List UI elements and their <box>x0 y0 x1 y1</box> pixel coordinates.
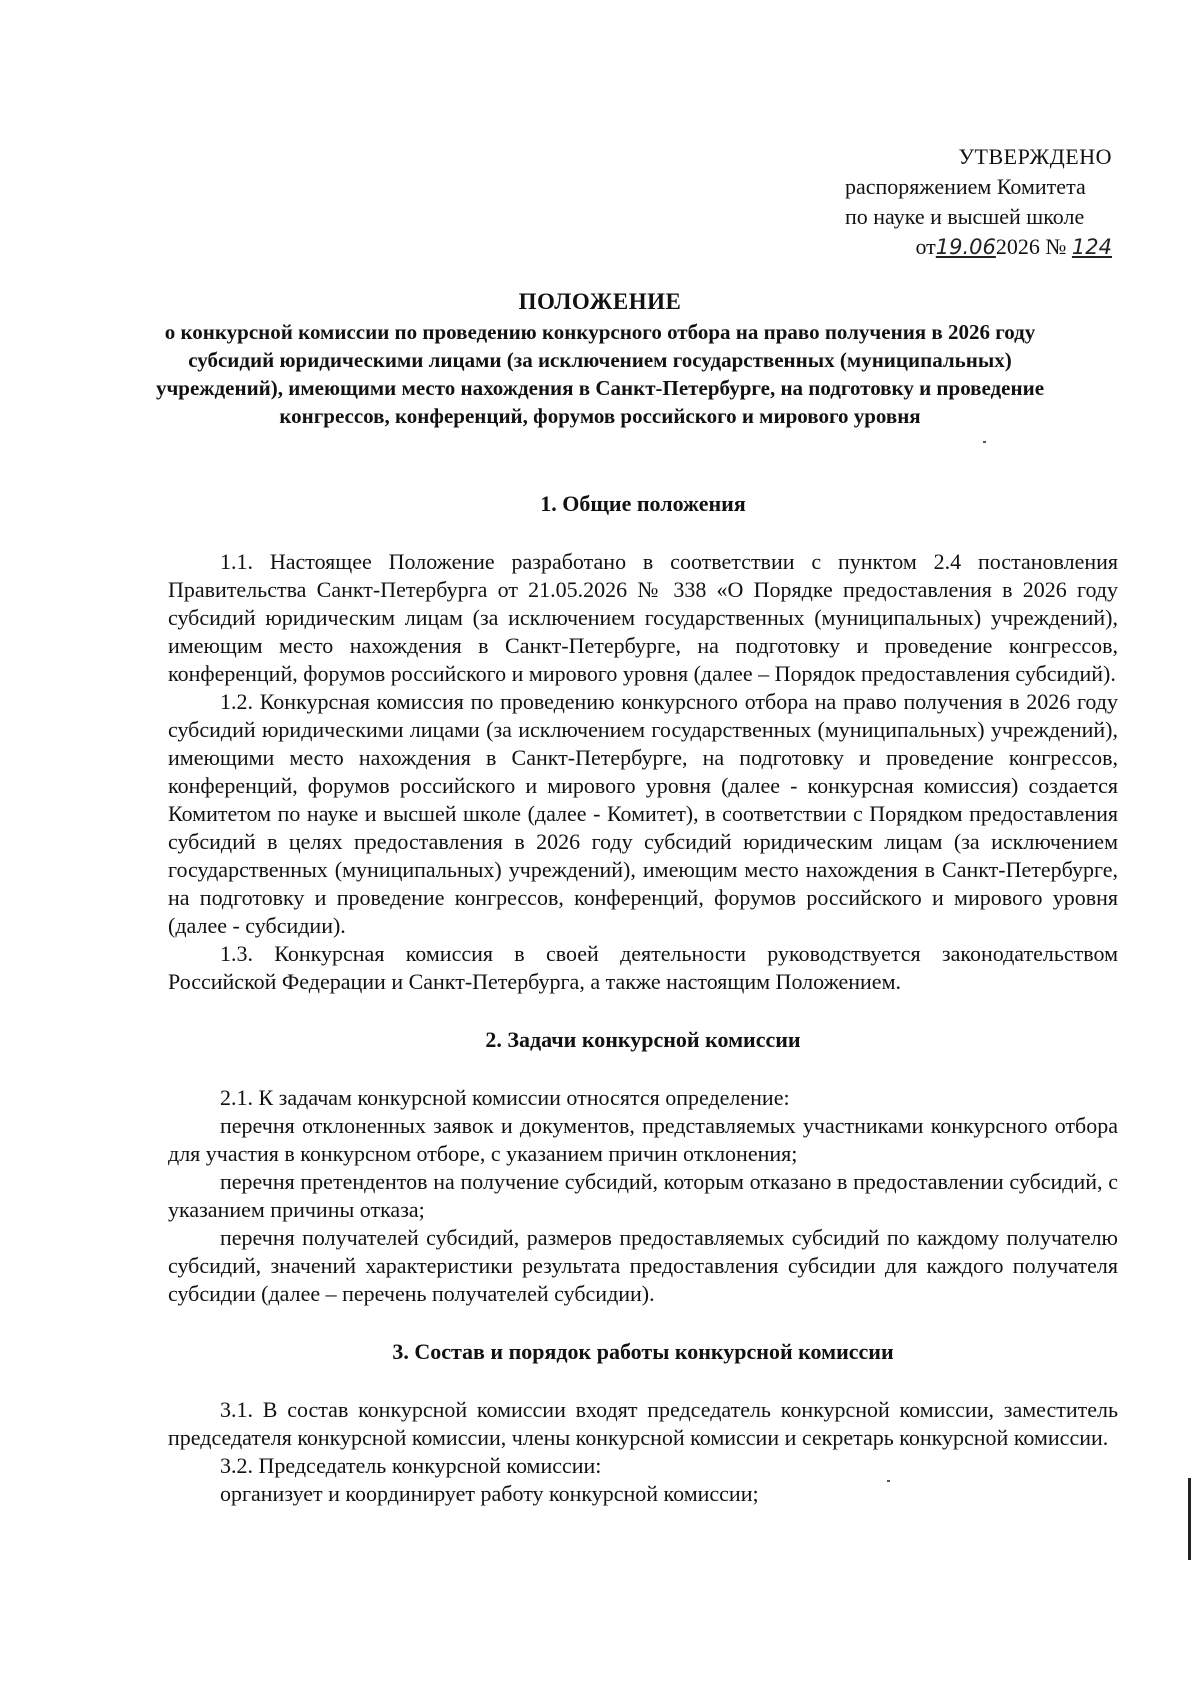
approval-date-year: 2026 № <box>995 234 1067 259</box>
section-heading-general: 1. Общие положения <box>540 491 746 516</box>
document-title-block <box>150 288 1050 430</box>
paragraph-1-1: 1.1. Настоящее Положение разработано в соответствии с пунктом 2.4 постановления Правительства Санкт-Петербурга от 21.05.2026 № 338 «О Порядке предоставления в 2026 году субсидий юридическим лицам (за исключением государственных (муниципальных) учреждений), имеющим место нахождения в Санкт-Петербурге, на подготовку и проведение конгрессов, конференций, форумов российского и мирового уровня (далее – Порядок предоставления субсидий). <box>168 549 1118 686</box>
paragraph-2-1: 2.1. К задачам конкурсной комиссии относятся определение: <box>220 1085 790 1110</box>
approval-date-handwritten: 19.06 <box>935 235 996 259</box>
approval-line-department: по науке и высшей школе <box>845 204 1085 229</box>
approval-date-prefix: от <box>915 234 936 259</box>
paragraph-2-1-item-recipients: перечня получателей субсидий, размеров предоставляемых субсидий по каждому получателю субсидий, значений характеристики результата предоставления субсидии для каждого получателя субсидии (далее – перечень получателей субсидии). <box>168 1225 1118 1306</box>
section-heading-composition: 3. Состав и порядок работы конкурсной комиссии <box>392 1339 894 1364</box>
paragraph-1-3: 1.3. Конкурсная комиссия в своей деятельности руководствуется законодательством Российской Федерации и Санкт-Петербурга, а также настоящим Положением. <box>168 941 1118 994</box>
approval-stamp <box>845 142 1130 262</box>
paragraph-2-1-item-refused: перечня претендентов на получение субсидий, которым отказано в предоставлении субсидий, с указанием причины отказа; <box>168 1169 1118 1222</box>
document-title: ПОЛОЖЕНИЕ <box>518 289 682 314</box>
approval-line-committee: распоряжением Комитета <box>845 174 1086 199</box>
paragraph-3-2-item-organizes: организует и координирует работу конкурсной комиссии; <box>220 1481 759 1506</box>
scan-speck <box>887 1480 890 1482</box>
paragraph-1-2: 1.2. Конкурсная комиссия по проведению конкурсного отбора на право получения в 2026 году субсидий юридическими лицами (за исключением государственных (муниципальных) учреждений), имеющими место нахождения в Санкт-Петербурге, на подготовку и проведение конгрессов, конференций, форумов российского и мирового уровня (далее - конкурсная комиссия) создается Комитетом по науке и высшей школе (далее - Комитет), в соответствии с Порядком предоставления субсидий в целях предоставления в 2026 году субсидий юридическим лицам (за исключением государственных (муниципальных) учреждений), имеющим место нахождения в Санкт-Петербурге, на подготовку и проведение конгрессов, конференций, форумов российского и мирового уровня (далее - субсидии). <box>168 689 1118 938</box>
document-body <box>168 490 1118 1508</box>
paragraph-3-2: 3.2. Председатель конкурсной комиссии: <box>220 1453 602 1478</box>
document-subtitle: о конкурсной комиссии по проведению конкурсного отбора на право получения в 2026 году субсидий юридическими лицами (за исключением государственных (муниципальных) учреждений), имеющими место нахождения в Санкт-Петербурге, на подготовку и проведение конгрессов, конференций, форумов российского и мирового уровня <box>155 320 1045 428</box>
scan-edge-mark <box>1188 1478 1191 1560</box>
scan-speck <box>983 441 986 443</box>
approval-date-line <box>845 232 1130 262</box>
paragraph-3-1: 3.1. В состав конкурсной комиссии входят председатель конкурсной комиссии, заместитель председателя конкурсной комиссии, члены конкурсной комиссии и секретарь конкурсной комиссии. <box>168 1397 1118 1450</box>
approval-number-handwritten: 124 <box>1071 235 1112 259</box>
section-heading-tasks: 2. Задачи конкурсной комиссии <box>485 1027 801 1052</box>
paragraph-2-1-item-rejected: перечня отклоненных заявок и документов, представляемых участниками конкурсного отбора для участия в конкурсном отборе, с указанием причин отклонения; <box>168 1113 1118 1166</box>
approval-heading: УТВЕРЖДЕНО <box>958 144 1112 169</box>
